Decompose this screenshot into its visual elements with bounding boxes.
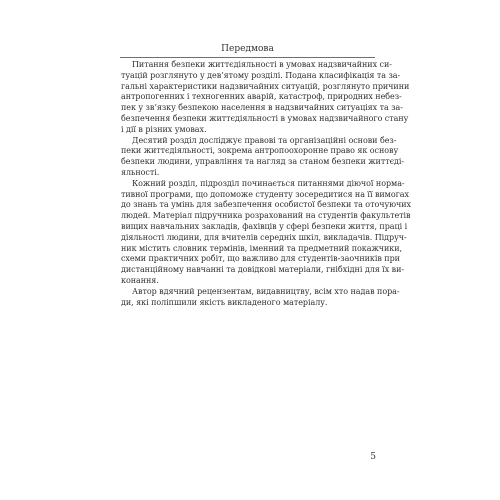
text-line: до знань та умінь для забезпечення особистої безпеки та оточуючих bbox=[121, 200, 412, 210]
text-line: людей. Матеріал підручника розрахований на студентів факультетів bbox=[121, 211, 411, 221]
text-line: і дії в різних умовах. bbox=[121, 124, 207, 134]
text-line: вищих навчальних закладів, фахівців у сфері безпеки життя, праці і bbox=[121, 221, 408, 231]
text-line: безпечення безпеки життєдіяльності в умовах надзвичайного стану bbox=[121, 113, 409, 123]
text-line: дистанційному навчанні та довідкові матеріали, гнібхідні для їх ви- bbox=[121, 265, 405, 275]
text-line: безпеки людини, управління та нагляд за станом безпеки життєді- bbox=[121, 157, 405, 167]
text-line: ди, які поліпшили якість викладеного матеріалу. bbox=[121, 297, 328, 307]
text-line: туацій розглянуто у дев’ятому розділі. Подана класифікація та за- bbox=[121, 70, 401, 80]
text-line: Автор вдячний рецензентам, видавництву, всім хто надав пора- bbox=[132, 286, 400, 296]
paragraph-acknowledgements bbox=[121, 286, 400, 309]
paragraph-legal-foundations bbox=[121, 135, 405, 179]
body-text bbox=[121, 60, 412, 308]
text-line: схеми практичних робіт, що важливо для студентів-заочників при bbox=[121, 254, 400, 264]
header-rule bbox=[120, 57, 375, 58]
text-line: діяльності людини, для вчителів середніх шкіл, викладачів. Підруч- bbox=[121, 232, 407, 242]
paragraph-textbook-structure bbox=[121, 178, 412, 287]
text-line: антропогенних і техногенних аварій, катастроф, природних небез- bbox=[121, 92, 402, 102]
text-line: ник містить словник термінів, іменний та предметний покажчики, bbox=[121, 243, 403, 253]
text-line: яльності. bbox=[121, 167, 160, 177]
text-line: Кожний розділ, підрозділ починається питаннями діючої норма- bbox=[132, 178, 405, 188]
text-line: конання. bbox=[121, 275, 159, 285]
text-line: пеки життєдіяльності, зокрема антропоохоронне право як основу bbox=[121, 146, 399, 156]
text-line: тивної програми, що допоможе студенту зосередитися на її вимогах bbox=[121, 189, 409, 199]
running-header: Передмова bbox=[221, 44, 274, 54]
text-line: пек у зв’язку безпекою населення в надзвичайних ситуаціях та за- bbox=[121, 103, 403, 113]
text-line: гальні характеристики надзвичайних ситуацій, розглянуто причини bbox=[121, 81, 410, 91]
page-number: 5 bbox=[370, 452, 376, 462]
paragraph-emergency-situations bbox=[121, 60, 410, 136]
text-line: Десятий розділ досліджує правові та організаційні основи без- bbox=[132, 135, 397, 145]
text-line: Питання безпеки життєдіяльності в умовах надзвичайних си- bbox=[132, 60, 392, 69]
